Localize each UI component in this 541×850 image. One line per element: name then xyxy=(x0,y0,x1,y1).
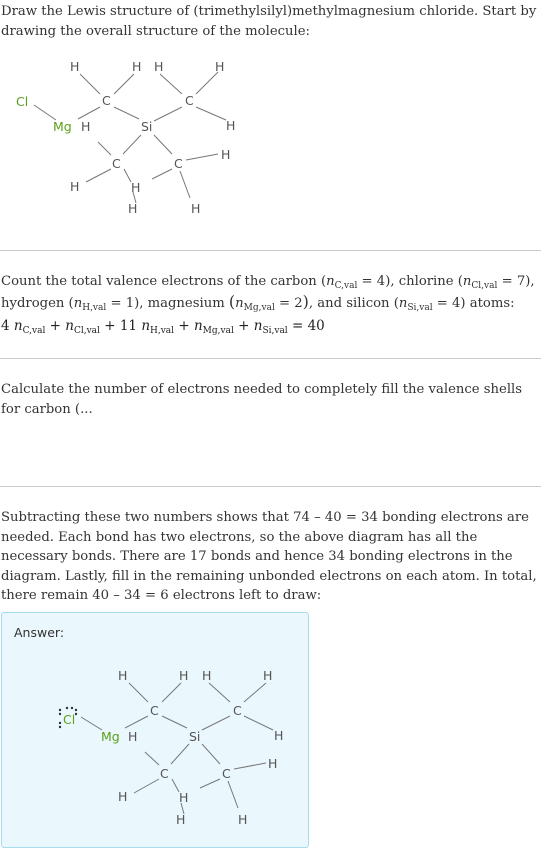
hydrogen-atom: H xyxy=(268,756,278,771)
molecule-structure-diagram xyxy=(0,52,300,222)
hydrogen-atom: H xyxy=(238,812,248,827)
lewis-structure-diagram xyxy=(47,658,307,838)
hydrogen-atom: H xyxy=(202,668,212,683)
hydrogen-atom: H xyxy=(226,118,236,133)
magnesium-atom: Mg xyxy=(53,119,72,134)
hydrogen-atom: H xyxy=(191,201,201,216)
chlorine-atom: Cl xyxy=(16,94,29,109)
full-shell-text: Calculate the number of electrons needed to completely fill the valence shells for carbon (... xyxy=(1,382,523,417)
magnesium-atom: Mg xyxy=(101,729,120,744)
carbon-atom: C xyxy=(112,156,121,171)
carbon-atom: C xyxy=(185,93,194,108)
hydrogen-atom: H xyxy=(215,59,225,74)
divider xyxy=(0,486,541,487)
hydrogen-atom: H xyxy=(70,59,80,74)
carbon-atom: C xyxy=(150,703,159,718)
hydrogen-atom: H xyxy=(263,668,273,683)
intro-text: Draw the Lewis structure of (trimethylsilyl)methylmagnesium chloride. Start by drawing the overall structure of the molecule: xyxy=(1,4,537,39)
hydrogen-atom: H xyxy=(81,119,91,134)
carbon-atom: C xyxy=(174,156,183,171)
hydrogen-atom: H xyxy=(132,59,142,74)
hydrogen-atom: H xyxy=(131,180,141,195)
answer-box xyxy=(1,612,309,848)
chlorine-atom: Cl xyxy=(63,712,76,727)
hydrogen-atom: H xyxy=(154,59,164,74)
hydrogen-atom: H xyxy=(128,729,138,744)
hydrogen-atom: H xyxy=(179,790,189,805)
hydrogen-atom: H xyxy=(128,201,138,216)
hydrogen-atom: H xyxy=(274,728,284,743)
hydrogen-atom: H xyxy=(176,812,186,827)
hydrogen-atom: H xyxy=(221,147,231,162)
carbon-atom: C xyxy=(233,703,242,718)
hydrogen-atom: H xyxy=(118,789,128,804)
hydrogen-atom: H xyxy=(118,668,128,683)
silicon-atom: Si xyxy=(189,729,201,744)
bonding-electrons-text: Subtracting these two numbers shows that 74 – 40 = 34 bonding electrons are needed. Each bond has two electrons, so the above diagram has all the necessary bonds. There are 17 bonds and hence 34 bonding electrons in the diagram. Lastly, fill in the remaining unbonded electrons on each atom. In total, there remain 40 – 34 = 6 electrons left to draw: xyxy=(1,510,537,603)
valence-equation: 4 $n_{C,val} + n_{Cl,val} + 11$ $n_{H,val} + n_{Mg,val} + n_{Si,val} = 40$ xyxy=(1,318,325,336)
bonds xyxy=(81,683,273,814)
divider xyxy=(0,358,541,359)
bonds xyxy=(34,72,226,203)
silicon-atom: Si xyxy=(141,119,153,134)
hydrogen-atom: H xyxy=(179,668,189,683)
carbon-atom: C xyxy=(102,93,111,108)
valence-count-text: Count the total valence electrons of the carbon $(n_{C,val} = 4)$, chlorine $(n_{Cl,val} = 7)$, hydrogen $(n_{H,val} = 1)$, magnesium $(n_{Mg,val} = 2)$, and silicon $(n_{Si,val} = 4)$ atoms: xyxy=(1,274,535,313)
answer-label: Answer: xyxy=(14,625,65,640)
carbon-atom: C xyxy=(222,766,231,781)
carbon-atom: C xyxy=(160,766,169,781)
hydrogen-atom: H xyxy=(70,179,80,194)
divider xyxy=(0,250,541,251)
